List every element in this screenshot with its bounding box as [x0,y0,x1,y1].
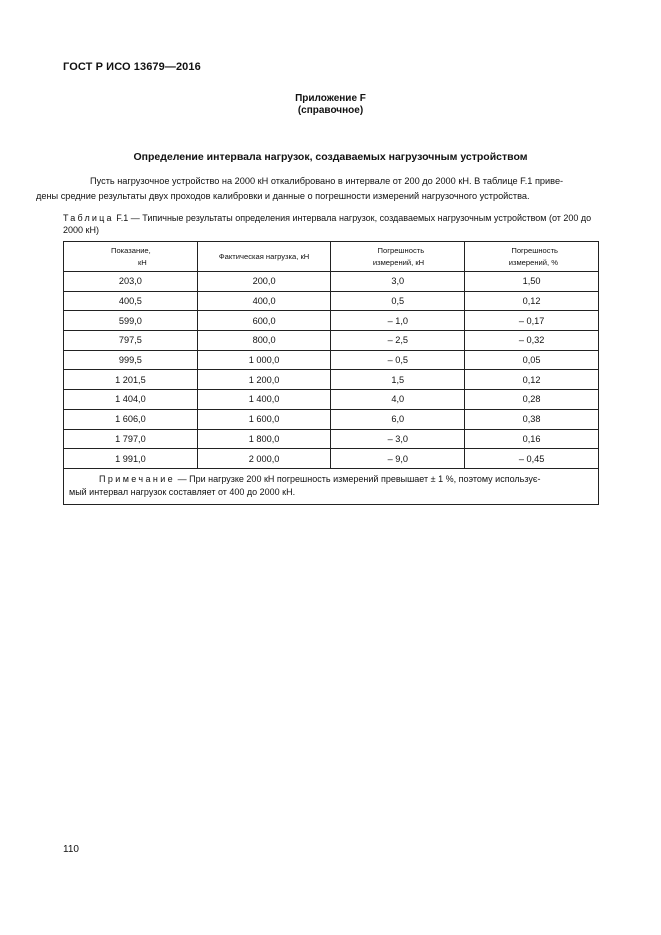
cell-error-percent: – 0,45 [465,449,599,469]
cell-error-percent: 0,28 [465,390,599,410]
cell-reading: 999,5 [64,350,198,370]
cell-reading: 599,0 [64,311,198,331]
table-note-row [64,468,599,504]
table-row [64,370,599,390]
section-title: Определение интервала нагрузок, создаваемых нагрузочным устройством [133,151,528,163]
table-caption-text: F.1 — Типичные результаты определения интервала нагрузок, создаваемых нагрузочным устройством (от 200 до 2000 кН) [63,213,592,235]
appendix-title: Приложение F [295,93,366,104]
appendix-heading [0,93,661,117]
cell-actual-load: 1 200,0 [197,370,331,390]
cell-reading: 400,5 [64,291,198,311]
cell-reading: 1 201,5 [64,370,198,390]
cell-error-percent: 0,12 [465,370,599,390]
note-label: Примечание [99,473,176,484]
cell-error-percent: – 0,17 [465,311,599,331]
cell-actual-load: 400,0 [197,291,331,311]
table-row [64,311,599,331]
cell-error-kn: 0,5 [331,291,465,311]
table-row [64,409,599,429]
cell-reading: 203,0 [64,272,198,292]
intro-line-1: Пусть нагрузочное устройство на 2000 кН откалибровано в интервале от 200 до 2000 кН. В таблице F.1 приве- [90,176,564,186]
cell-error-kn: – 1,0 [331,311,465,331]
intro-line-2: дены средние результаты двух проходов калибровки и данные о погрешности измерений нагрузочного устройства. [36,191,530,201]
header-error-percent: Погрешность измерений, % [465,242,599,272]
cell-reading: 1 991,0 [64,449,198,469]
cell-actual-load: 1 400,0 [197,390,331,410]
load-interval-table [63,241,599,505]
header-error-kn: Погрешность измерений, кН [331,242,465,272]
cell-error-percent: – 0,32 [465,331,599,351]
page-number: 110 [63,844,79,855]
note-text-line-1: — При нагрузке 200 кН погрешность измерений превышает ± 1 %, поэтому использує- [175,473,541,484]
cell-actual-load: 1 000,0 [197,350,331,370]
cell-error-percent: 0,38 [465,409,599,429]
cell-actual-load: 1 600,0 [197,409,331,429]
table-row [64,272,599,292]
cell-actual-load: 600,0 [197,311,331,331]
table-row [64,331,599,351]
cell-actual-load: 1 800,0 [197,429,331,449]
header-actual-load: Фактическая нагрузка, кН [197,242,331,272]
note-text-line-2: мый интервал нагрузок составляет от 400 до 2000 кН. [69,486,296,497]
document-standard-header: ГОСТ Р ИСО 13679—2016 [63,61,201,73]
cell-actual-load: 200,0 [197,272,331,292]
header-reading: Показание, кН [64,242,198,272]
table-caption-label: Таблица [63,213,114,223]
cell-error-percent: 0,12 [465,291,599,311]
cell-reading: 797,5 [64,331,198,351]
cell-error-kn: 1,5 [331,370,465,390]
cell-error-kn: – 9,0 [331,449,465,469]
cell-error-percent: 1,50 [465,272,599,292]
table-row [64,429,599,449]
table-note [64,468,599,504]
table-row [64,449,599,469]
cell-error-percent: 0,05 [465,350,599,370]
intro-paragraph [36,174,599,204]
cell-error-kn: – 0,5 [331,350,465,370]
table-caption [63,212,599,236]
table-header-row [64,242,599,272]
table-row [64,390,599,410]
cell-reading: 1 404,0 [64,390,198,410]
appendix-subtitle: (справочное) [297,105,364,116]
table-row [64,291,599,311]
cell-error-kn: 3,0 [331,272,465,292]
cell-error-kn: – 3,0 [331,429,465,449]
cell-reading: 1 606,0 [64,409,198,429]
cell-error-kn: – 2,5 [331,331,465,351]
cell-error-percent: 0,16 [465,429,599,449]
table-row [64,350,599,370]
cell-reading: 1 797,0 [64,429,198,449]
cell-actual-load: 2 000,0 [197,449,331,469]
cell-error-kn: 4,0 [331,390,465,410]
cell-actual-load: 800,0 [197,331,331,351]
cell-error-kn: 6,0 [331,409,465,429]
